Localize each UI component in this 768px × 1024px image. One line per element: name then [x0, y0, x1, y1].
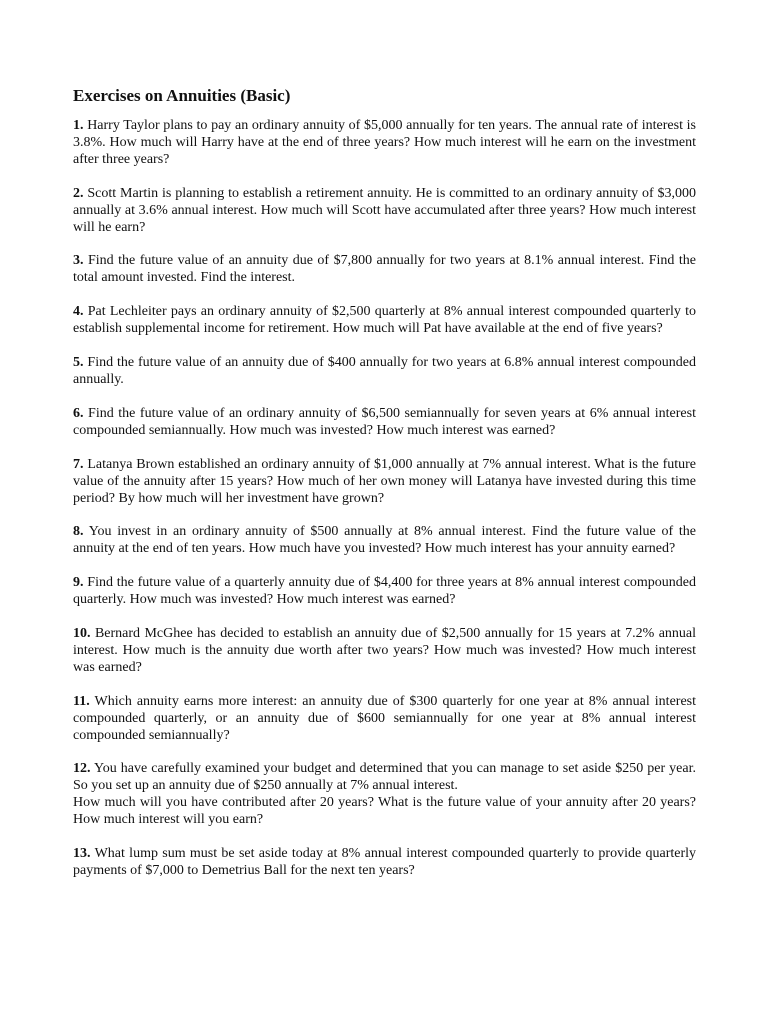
exercise-text: Latanya Brown established an ordinary annuity of $1,000 annually at 7% annual interest. What is the future value of the annuity after 15 years? How much of her own money will Latanya have invested during this time period? By how much will her investment have grown?	[73, 456, 697, 506]
exercise-text: Scott Martin is planning to establish a retirement annuity. He is committed to an ordinary annuity of $3,000 annually at 3.6% annual interest. How much will Scott have accumulated after three years? How much interest will he earn?	[73, 185, 696, 235]
exercise-8	[73, 524, 696, 558]
exercise-10	[73, 626, 696, 677]
exercise-11	[73, 694, 696, 745]
exercise-2	[73, 186, 696, 237]
exercise-6	[73, 406, 696, 440]
exercise-text: You invest in an ordinary annuity of $500 annually at 8% annual interest. Find the future value of the annuity at the end of ten years. How much have you invested? How much interest has your annuity earned?	[73, 524, 697, 557]
exercise-text: You have carefully examined your budget and determined that you can manage to set aside $250 per year. So you set up an annuity due of $250 annually at 7% annual interest.	[73, 761, 696, 794]
exercise-text: Find the future value of an annuity due of $400 annually for two years at 6.8% annual interest compounded annually.	[73, 355, 697, 387]
document-page	[73, 86, 696, 897]
exercise-number: 4.	[73, 304, 84, 320]
exercise-number: 11.	[73, 693, 90, 709]
exercise-number: 7.	[73, 456, 84, 472]
exercise-number: 2.	[73, 185, 84, 201]
exercise-text: Find the future value of an ordinary annuity of $6,500 semiannually for seven years at 6% annual interest compounded semiannually. How much was invested? How much interest was earned?	[73, 405, 696, 438]
exercise-text: Pat Lechleiter pays an ordinary annuity of $2,500 quarterly at 8% annual interest compounded quarterly to establish supplemental income for retirement. How much will Pat have available at the end of five years?	[73, 304, 696, 337]
exercise-12	[73, 761, 696, 829]
exercise-1	[73, 118, 696, 169]
exercise-number: 13.	[73, 846, 91, 862]
exercise-number: 8.	[73, 524, 84, 540]
exercise-number: 5.	[73, 355, 84, 371]
exercise-text: Find the future value of an annuity due of $7,800 annually for two years at 8.1% annual interest. Find the total amount invested. Find the interest.	[73, 253, 696, 286]
exercise-13	[73, 846, 696, 880]
exercise-number: 10.	[73, 626, 91, 642]
exercise-text: Which annuity earns more interest: an annuity due of $300 quarterly for one year at 8% annual interest compounded quarterly, or an annuity due of $600 semiannually for one year at 8% annual interest compounded semiannually?	[73, 693, 696, 743]
exercise-number: 6.	[73, 405, 84, 421]
exercise-text-continued: How much will you have contributed after 20 years? What is the future value of your annuity after 20 years? How much interest will you earn?	[73, 795, 696, 828]
page-title: Exercises on Annuities (Basic)	[73, 86, 291, 105]
exercise-text: Bernard McGhee has decided to establish an annuity due of $2,500 annually for 15 years at 7.2% annual interest. How much is the annuity due worth after two years? How much was invested? How much interest was earned?	[73, 626, 697, 675]
exercise-4	[73, 304, 696, 338]
exercise-number: 12.	[73, 761, 91, 777]
exercise-number: 9.	[73, 575, 84, 591]
exercise-5	[73, 355, 696, 389]
exercise-3	[73, 253, 696, 287]
exercise-7	[73, 457, 696, 508]
exercise-text: Find the future value of a quarterly annuity due of $4,400 for three years at 8% annual interest compounded quarterly. How much was invested? How much interest was earned?	[73, 575, 697, 608]
exercise-9	[73, 575, 696, 609]
exercise-text: Harry Taylor plans to pay an ordinary annuity of $5,000 annually for ten years. The annual rate of interest is 3.8%. How much will Harry have at the end of three years? How much interest will he earn on the investment after three years?	[73, 118, 696, 167]
exercise-text: What lump sum must be set aside today at 8% annual interest compounded quarterly to provide quarterly payments of $7,000 to Demetrius Ball for the next ten years?	[73, 846, 697, 878]
exercise-number: 3.	[73, 253, 84, 269]
exercise-number: 1.	[73, 118, 84, 133]
